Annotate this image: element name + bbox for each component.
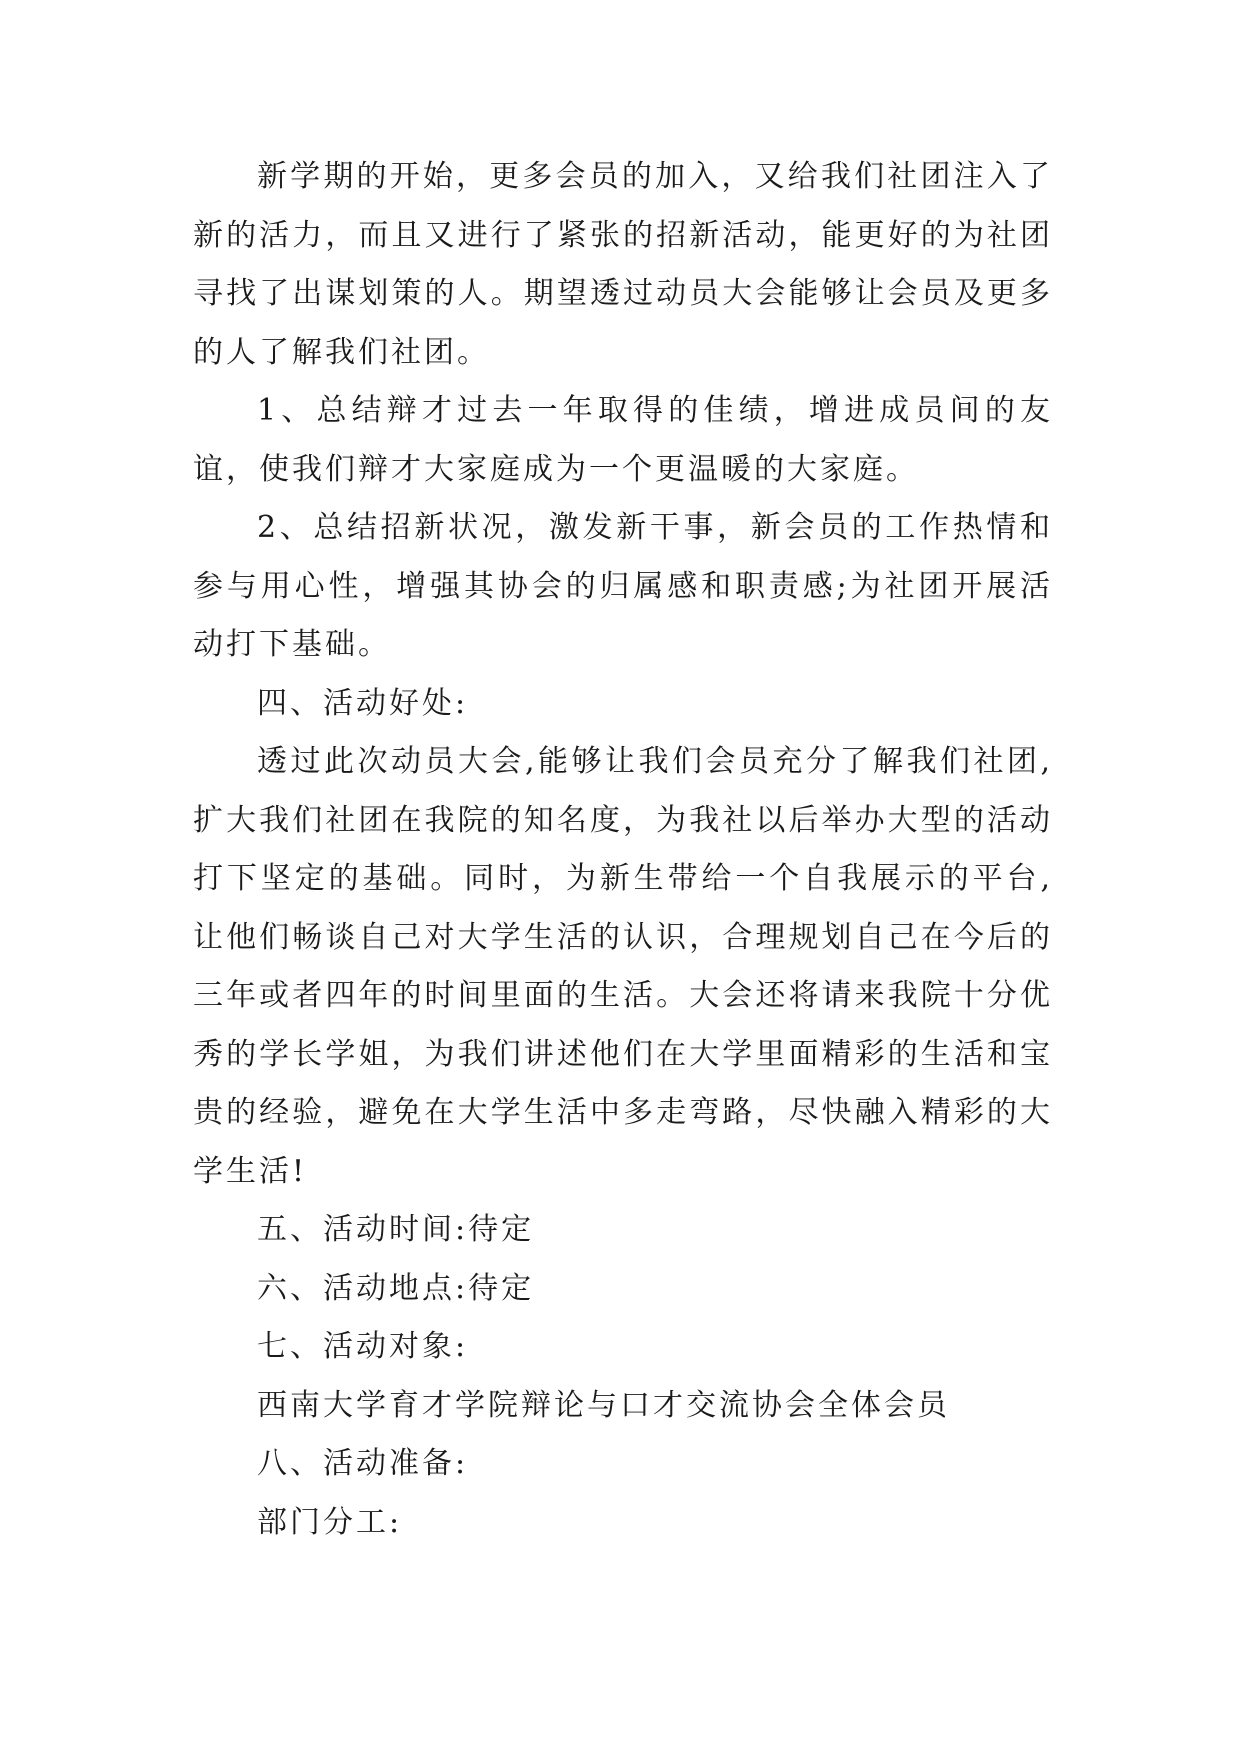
paragraph-item-1: 1、总结辩才过去一年取得的佳绩，增进成员间的友谊，使我们辩才大家庭成为一个更温暖的大家庭。 [193,393,1053,487]
paragraph-intro: 新学期的开始，更多会员的加入，又给我们社团注入了新的活力，而且又进行了紧张的招新活动，能更好的为社团寻找了出谋划策的人。期望透过动员大会能够让会员及更多的人了解我们社团。 [193,159,1053,370]
heading-audience: 七、活动对象: [257,1329,469,1364]
paragraph-item-2: 2、总结招新状况，激发新干事，新会员的工作热情和参与用心性，增强其协会的归属感和职责感;为社团开展活动打下基础。 [193,510,1053,662]
paragraph-audience: 西南大学育才学院辩论与口才交流协会全体会员 [257,1387,950,1423]
heading-preparation: 八、活动准备: [257,1446,469,1481]
document-page [193,148,1053,1552]
heading-time: 五、活动时间:待定 [257,1212,535,1247]
paragraph-benefits: 透过此次动员大会,能够让我们会员充分了解我们社团,扩大我们社团在我院的知名度，为我社以后举办大型的活动打下坚定的基础。同时，为新生带给一个自我展示的平台,让他们畅谈自己对大学生活的认识，合理规划自己在今后的三年或者四年的时间里面的生活。大会还将请来我院十分优秀的学长学姐，为我们讲述他们在大学里面精彩的生活和宝贵的经验，避免在大学生活中多走弯路，尽快融入精彩的大学生活! [193,744,1053,1189]
heading-benefits: 四、活动好处: [257,685,469,721]
heading-division: 部门分工: [257,1504,403,1540]
heading-location: 六、活动地点:待定 [257,1270,535,1306]
